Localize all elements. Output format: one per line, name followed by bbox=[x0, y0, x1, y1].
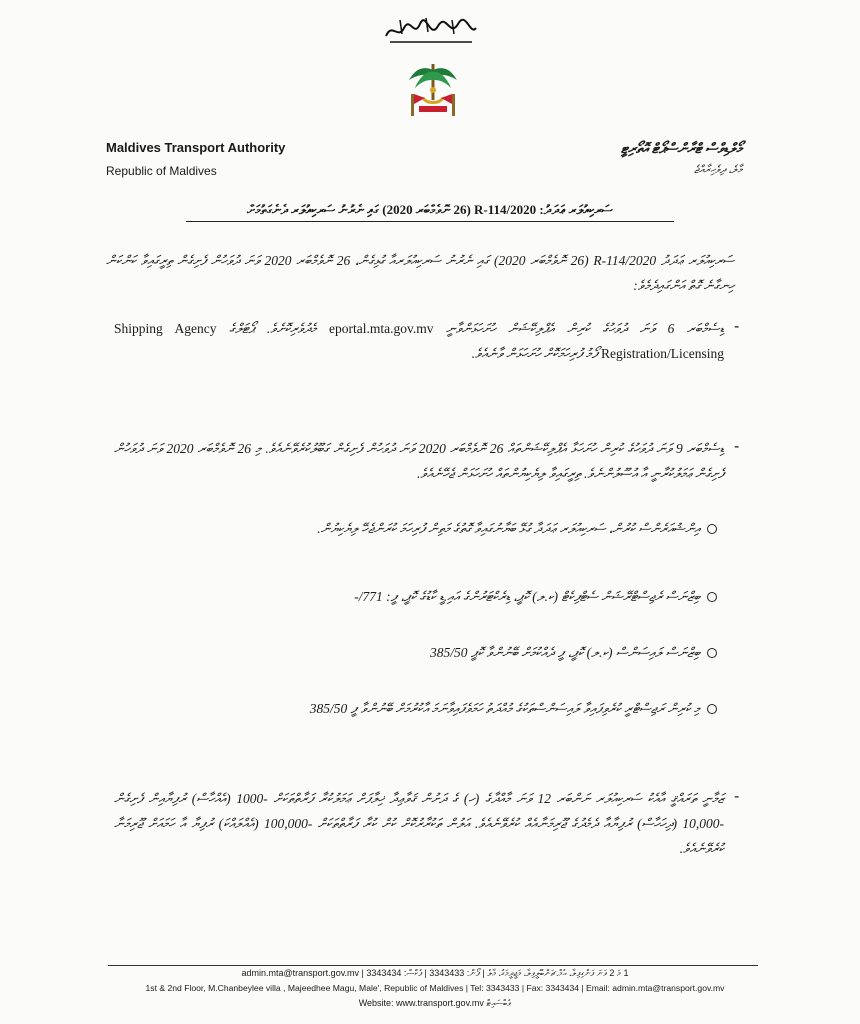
bullet-dash: - bbox=[734, 788, 740, 805]
portal-url-link[interactable]: eportal.mta.gov.mv bbox=[329, 321, 434, 336]
document-title: ސަރކިއުލަރ ޢަދަދު: 2020/R-114 (26 ނޮވެމްބަރ 2020) ގައި ނެރުނު ސަރކިއުލަރ ދެނެގަތުމަށް bbox=[247, 202, 613, 217]
national-emblem-icon bbox=[405, 60, 461, 120]
sub-bullet-item: މި ކުރިން ރަޖިސްޓްރީ ކުރެވިފައިވާ ލައިސަންސްތަކުގެ މުއްދަތު ހަމަވެފައިވާނަމަ އާކުރުމަށް ބޭނުންވާ ފީ 385/50 bbox=[309, 701, 700, 716]
organization-name-en: Maldives Transport Authority bbox=[106, 140, 286, 155]
organization-country-dv: މާލެ، ދިވެހިރާއްޖެ bbox=[694, 164, 742, 176]
bullet-dash: - bbox=[734, 318, 740, 335]
footer-website bbox=[110, 998, 760, 1009]
sub-bullet-circle bbox=[707, 704, 717, 714]
footer-divider bbox=[108, 965, 758, 966]
bullet-1-part-2: މެދުވެރިކޮށެވެ. ޕޯޓަލްގެ bbox=[229, 321, 317, 336]
title-underline bbox=[186, 221, 674, 222]
footer-address-dv: 1 މަ 2 ވަނަ ފަންގިފިލާ، އެމް.ޗަންބޭލީވިލާ، މަޖީދީމަގު، މާލެ | ފޯން: 3343433 | ފެކްސް: 3343434 | admin.mta@transport.gov.mv bbox=[241, 968, 629, 978]
bullet-1-part-3: ފޯމު ފުރިހަމަކޮށް ހުށަހަޅަން ވާނެއެވެ. bbox=[471, 346, 598, 361]
sub-bullet-circle bbox=[707, 648, 717, 658]
sub-bullet-item: ބިޒްނަސް ލައިސަންސް (ކ.ލ) ކޮޕީ، ފީ ދެއްކުމަށް ބޭނުންވާ ކޮޕީ 385/50 bbox=[430, 645, 700, 660]
footer-address-en: 1st & 2nd Floor, M.Chanbeylee villa , Majeedhee Magu, Male', Republic of Maldives | Tel: 3343433 | Fax: 3343434 | Email: admin.mta@transport.gov.mv bbox=[145, 983, 725, 993]
bullet-portal-submission bbox=[114, 316, 724, 366]
sub-bullet-circle bbox=[707, 524, 717, 534]
sub-bullet-item: ބިޒްނަސް ރެޖިސްޓްރޭޝަން ސެޓްފިކެޓް (ކ.ލ) ކޮޕީ، ޑިރެކްޓަރުންގެ އައި.ޑީ ކާޑުގެ ކޮޕީ، ފީ: 771/- bbox=[354, 589, 700, 604]
intro-paragraph: ސަރކިއުލަރ ޢަދަދު 2020/R-114 (26 ނޮވެމްބަރ 2020) ގައި ނެރުނު ސަރކިއުލަރއާ ގުޅިގެން، 26 ނޮވެމްބަރ 2020 ވަނަ ދުވަހުން ފެށިގެން ތިރީގައިވާ ކަންކަން ހިނގާނެ ގޮތް އަންގައިދެމެވެ: bbox=[106, 253, 734, 293]
basmala-calligraphy bbox=[380, 14, 480, 48]
bullet-penalties: ޒަމާނީ ތަރައްޤީ އާއެކު ސަރކިއުލަރ ނަންބަރ 12 ވަނަ މާއްދާގެ (ހ) ގެ ދަށުން ޤަވާޢިދާ ޚިލާފަށް ޢަމަލުކުރާ ފަރާތްތަކަށް -1000 (އެއްހާސް) ރުފިޔާއިން ފެށިގެން -10,000 (ދިހަހާސް) ރުފިޔާއާ ދެމެދުގެ ޖޫރިމަނާއެއް ކުރެވޭނެއެވެ. އަލުން ތަކުރާރުކޮށް ކުށް ކުރާ ފަރާތްތަކަށް -100,000 (އެއްލައްކަ) ރުފިޔާ އާ ހަމައަށް ޖޫރިމަނާ ކުރެވޭނެއެވެ. bbox=[114, 791, 724, 856]
footer-website-url[interactable]: Website: www.transport.gov.mv bbox=[358, 998, 484, 1008]
sub-bullet-item: އިންޝުއަރެންސް ކުރުން، ސަރކިއުލަރ ޢަދަދާ ގުޅޭ ބަޔާނުގައިވާ ގޮތުގެ މަތިން ފުރިހަމަ ކުރަންޖެހޭ ލިޔެކިޔުން. bbox=[317, 521, 700, 536]
organization-name-dv: މޯލްޑިވްސް ޓްރާންސްޕޯޓް އޮތޯރިޓީ bbox=[620, 142, 742, 157]
sub-bullet-circle bbox=[707, 592, 717, 602]
bullet-dash: - bbox=[734, 438, 740, 455]
bullet-application-deadline: ޑިސެމްބަރ 9 ވަނަ ދުވަހުގެ ކުރިން ހުށަހަޅާ އެޕްލިކޭޝަންތައް 26 ނޮވެމްބަރ 2020 ވަނަ ދުވަހުން ފެށިގެން ގަބޫލުކުރެވޭނެއެވެ. މި 26 ނޮވެމްބަރ 2020 ވަނަ ދުވަހުން ފެށިގެން ޢަމަލުކުރާނީ އާ އުސޫލުންނެވެ. ތިރީގައިވާ ލިޔެކިޔުންތައް ހުށަހަޅަން ޖެހޭނެއެވެ. bbox=[114, 441, 724, 481]
form-name: Shipping Agency Registration/Licensing bbox=[114, 321, 724, 361]
bullet-1-part-1: ޑިސެމްބަރ 6 ވަނަ ދުވަހުގެ ކުރިން އެޕްލިކޭޝަން ހުށަހަޅަންވާނީ bbox=[446, 321, 725, 336]
organization-country-en: Republic of Maldives bbox=[106, 164, 217, 178]
footer-website-label-dv: ވެބްސައިޓް bbox=[486, 998, 512, 1008]
